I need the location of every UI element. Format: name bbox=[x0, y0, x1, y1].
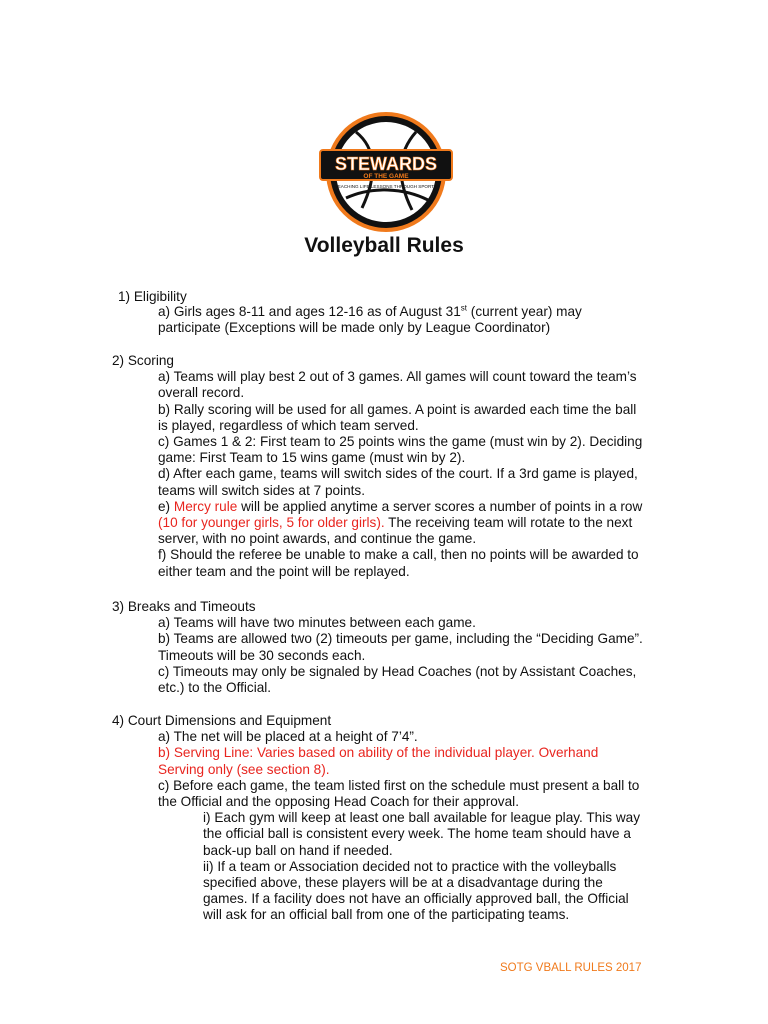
section-heading: 3) Breaks and Timeouts bbox=[112, 599, 256, 614]
rule-line: overall record. bbox=[158, 385, 245, 401]
rule-line bbox=[112, 515, 642, 531]
rule-line: a) The net will be placed at a height of 7’4”. bbox=[158, 729, 418, 745]
rule-line: either team and the point will be replayed. bbox=[158, 563, 410, 579]
section-breaks-timeouts bbox=[112, 599, 643, 696]
rule-text: e) bbox=[158, 498, 174, 514]
rule-line: a) Teams will play best 2 out of 3 games. All games will count toward the team’s bbox=[158, 369, 637, 385]
rule-line: the Official and the opposing Head Coach for their approval. bbox=[158, 794, 519, 810]
rule-line: c) Before each game, the team listed first on the schedule must present a ball to bbox=[158, 777, 640, 793]
section-scoring bbox=[112, 353, 642, 580]
section-heading: 1) Eligibility bbox=[118, 289, 187, 304]
eligibility-body bbox=[112, 304, 582, 336]
rule-line: participate (Exceptions will be made only by League Coordinator) bbox=[158, 320, 551, 336]
rule-line: f) Should the referee be unable to make a call, then no points will be awarded to bbox=[158, 547, 639, 563]
rule-line: server, with no point awards, and continue the game. bbox=[158, 531, 477, 547]
serving-line-highlight: b) Serving Line: Varies based on ability of the individual player. Overhand bbox=[158, 745, 599, 761]
rule-subline: ii) If a team or Association decided not to practice with the volleyballs bbox=[203, 858, 617, 874]
rule-line: c) Games 1 & 2: First team to 25 points wins the game (must win by 2). Deciding bbox=[158, 434, 643, 450]
ordinal-suffix: st bbox=[460, 303, 468, 313]
rule-subline: the official ball is consistent every week. The home team should have a bbox=[203, 826, 631, 842]
rule-subline: will ask for an official ball from one of the participating teams. bbox=[203, 907, 570, 923]
rule-line: a) Teams will have two minutes between each game. bbox=[158, 615, 476, 631]
rule-subline: back-up ball on hand if needed. bbox=[203, 842, 393, 858]
section-eligibility bbox=[118, 289, 187, 305]
rule-line: d) After each game, teams will switch sides of the court. If a 3rd game is played, bbox=[158, 466, 638, 482]
rule-line bbox=[112, 499, 642, 515]
mercy-rule-detail-highlight: (10 for younger girls, 5 for older girls). bbox=[158, 515, 385, 531]
rule-line bbox=[112, 304, 582, 320]
rule-text: (current year) may bbox=[467, 304, 582, 319]
svg-text:STEWARDS: STEWARDS bbox=[334, 154, 438, 174]
section-heading: 4) Court Dimensions and Equipment bbox=[112, 713, 332, 728]
rule-line: b) Teams are allowed two (2) timeouts per game, including the “Deciding Game”. bbox=[158, 631, 643, 647]
svg-text:TEACHING LIFE LESSONS THROUGH: TEACHING LIFE LESSONS THROUGH SPORTS bbox=[334, 184, 438, 189]
rule-line: teams will switch sides at 7 points. bbox=[158, 482, 366, 498]
rule-subline: i) Each gym will keep at least one ball available for league play. This way bbox=[203, 810, 640, 826]
page-footer: SOTG VBALL RULES 2017 bbox=[500, 962, 642, 974]
rule-text: The receiving team will rotate to the next bbox=[384, 515, 633, 531]
section-heading: 2) Scoring bbox=[112, 353, 174, 368]
rule-line: Timeouts will be 30 seconds each. bbox=[158, 647, 366, 663]
rule-line: b) Rally scoring will be used for all games. A point is awarded each time the ball bbox=[158, 401, 637, 417]
stewards-of-the-game-logo bbox=[316, 108, 456, 236]
section-court-equipment bbox=[112, 713, 640, 924]
rule-line: game: First Team to 15 wins game (must win by 2). bbox=[158, 450, 466, 466]
rule-subline: games. If a facility does not have an officially approved ball, the Official bbox=[203, 891, 629, 907]
svg-text:OF THE GAME: OF THE GAME bbox=[363, 173, 409, 180]
mercy-rule-highlight: Mercy rule bbox=[173, 498, 238, 514]
serving-line-highlight: Serving only (see section 8). bbox=[158, 761, 330, 777]
rule-text: a) Girls ages 8-11 and ages 12-16 as of August 31 bbox=[158, 304, 461, 319]
page-title: Volleyball Rules bbox=[304, 234, 464, 257]
rule-line: etc.) to the Official. bbox=[158, 680, 272, 696]
rule-text: will be applied anytime a server scores a number of points in a row bbox=[237, 498, 643, 514]
rule-line: c) Timeouts may only be signaled by Head Coaches (not by Assistant Coaches, bbox=[158, 663, 637, 679]
rule-subline: specified above, these players will be at a disadvantage during the bbox=[203, 875, 603, 891]
rule-line: is played, regardless of which team served. bbox=[158, 417, 419, 433]
